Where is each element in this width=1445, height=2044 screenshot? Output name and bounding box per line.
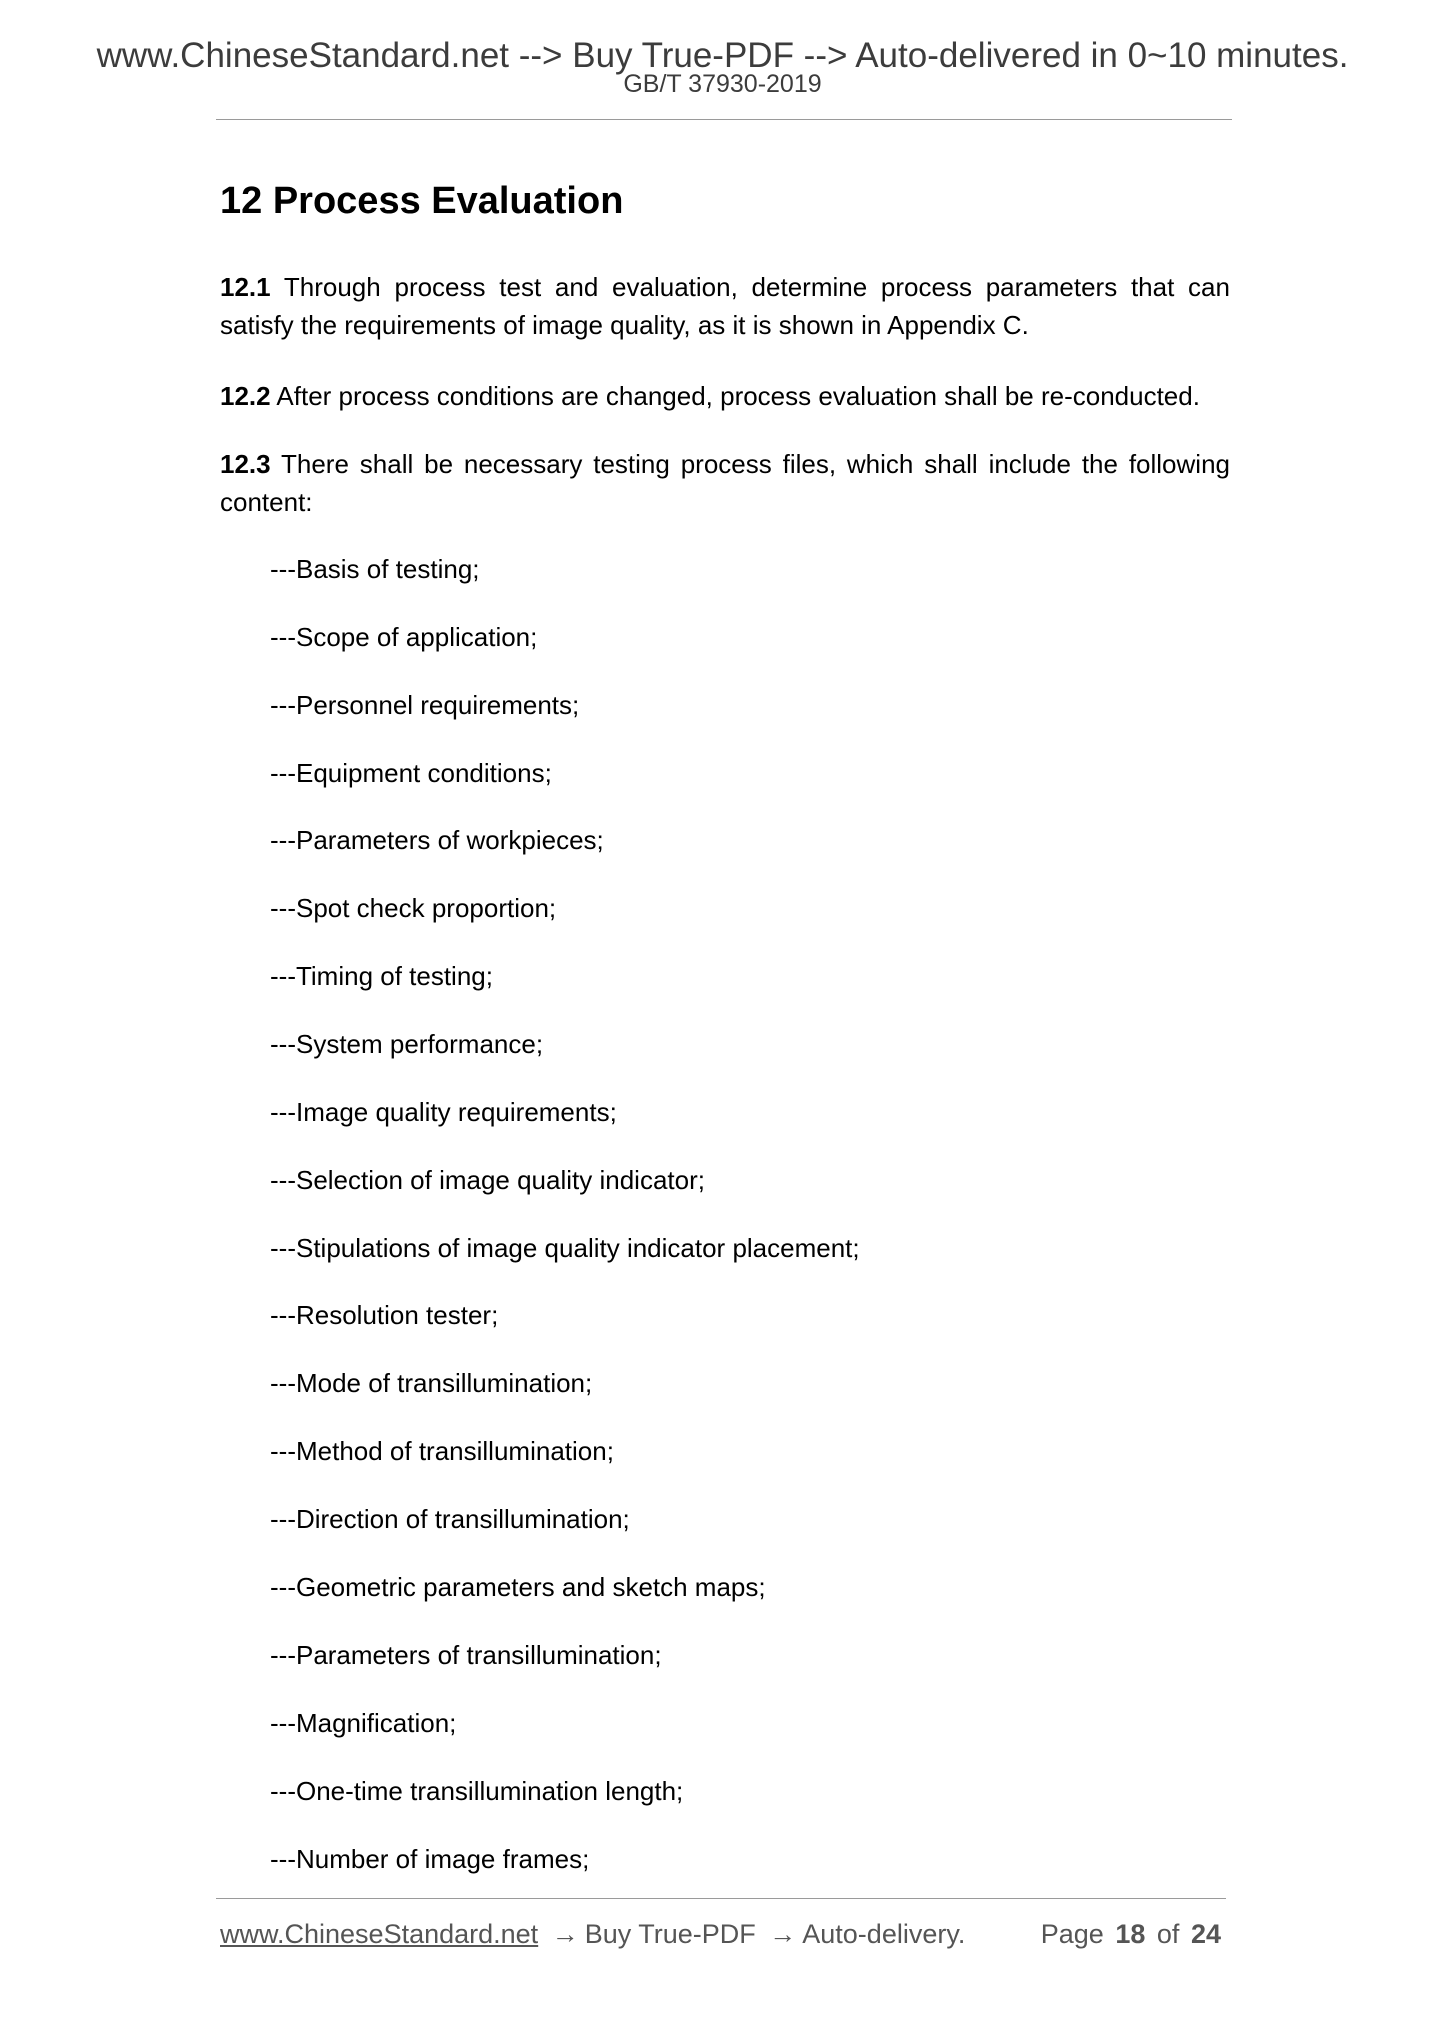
arrow-right-icon: →	[551, 1919, 579, 1949]
footer-delivery-text: Auto-delivery.	[802, 1919, 966, 1949]
clause-text: Through process test and evaluation, determine process parameters that can satisfy the requirements of image quality, as it is shown in Appendix C.	[220, 272, 1230, 340]
list-item: ---Spot check proportion;	[270, 893, 557, 923]
clause-number: 12.3	[220, 449, 271, 479]
clause-text: After process conditions are changed, process evaluation shall be re-conducted.	[276, 381, 1200, 411]
total-pages: 24	[1190, 1919, 1221, 1949]
paragraph-12-3	[220, 445, 1230, 521]
list-item: ---Selection of image quality indicator;	[270, 1165, 705, 1195]
footer-divider	[216, 1898, 1226, 1899]
list-item: ---Scope of application;	[270, 622, 538, 652]
list-item: ---Stipulations of image quality indicator placement;	[270, 1233, 860, 1263]
arrow-right-icon: →	[769, 1919, 797, 1949]
paragraph-12-1	[220, 268, 1230, 344]
section-title: 12 Process Evaluation	[220, 180, 624, 222]
document-id: GB/T 37930-2019	[623, 70, 822, 98]
list-item: ---System performance;	[270, 1029, 544, 1059]
list-item: ---Timing of testing;	[270, 961, 493, 991]
list-item: ---Mode of transillumination;	[270, 1368, 593, 1398]
footer-buy-text: Buy True-PDF	[584, 1919, 756, 1949]
list-item: ---Resolution tester;	[270, 1300, 499, 1330]
list-item: ---Geometric parameters and sketch maps;	[270, 1572, 766, 1602]
clause-text: There shall be necessary testing process files, which shall include the following content:	[220, 449, 1230, 517]
list-item: ---One-time transillumination length;	[270, 1776, 684, 1806]
current-page: 18	[1115, 1919, 1146, 1949]
list-item: ---Image quality requirements;	[270, 1097, 617, 1127]
top-banner[interactable]: www.ChineseStandard.net --> Buy True-PDF --> Auto-delivered in 0~10 minutes.	[96, 36, 1349, 75]
footer-links	[220, 1914, 965, 1954]
page-footer	[220, 1914, 1225, 1954]
list-item: ---Basis of testing;	[270, 554, 480, 584]
list-item: ---Direction of transillumination;	[270, 1504, 630, 1534]
page-label: Page	[1040, 1919, 1104, 1949]
clause-number: 12.2	[220, 381, 271, 411]
clause-number: 12.1	[220, 272, 271, 302]
paragraph-12-2	[220, 377, 1230, 415]
page-of: of	[1156, 1919, 1180, 1949]
list-item: ---Equipment conditions;	[270, 758, 552, 788]
list-item: ---Magnification;	[270, 1708, 457, 1738]
list-item: ---Parameters of transillumination;	[270, 1640, 662, 1670]
list-item: ---Parameters of workpieces;	[270, 825, 604, 855]
list-item: ---Personnel requirements;	[270, 690, 580, 720]
list-item: ---Method of transillumination;	[270, 1436, 614, 1466]
header-divider	[216, 119, 1232, 120]
footer-site-link[interactable]: www.ChineseStandard.net	[220, 1919, 539, 1949]
page-number	[1041, 1914, 1225, 1954]
list-item: ---Number of image frames;	[270, 1844, 590, 1874]
